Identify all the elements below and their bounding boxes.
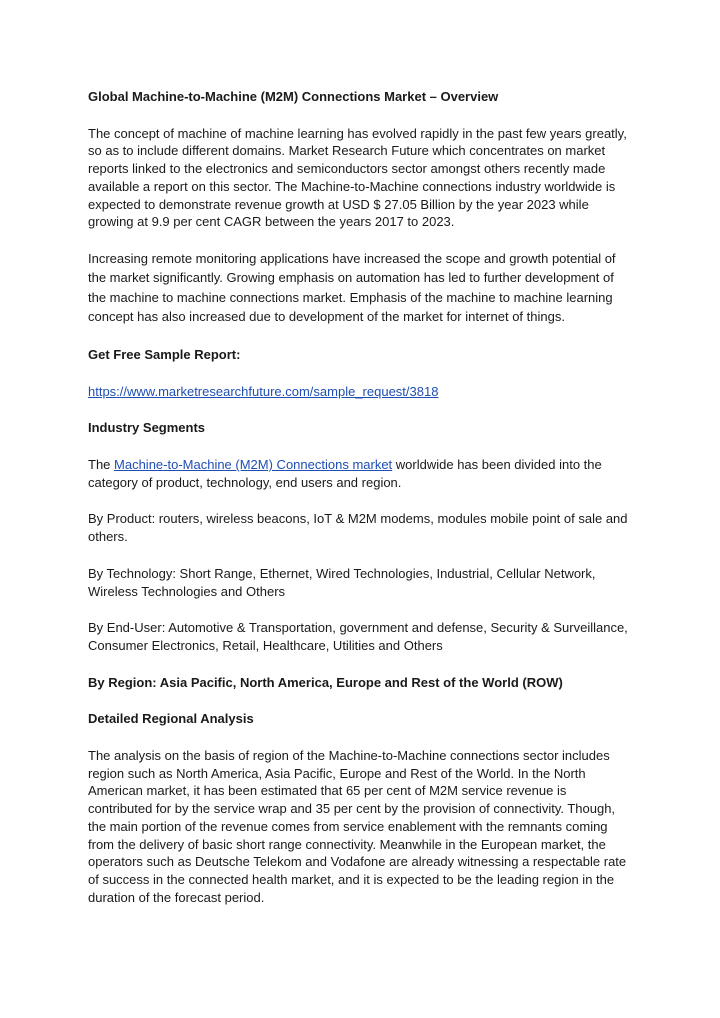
sample-report-link[interactable]: https://www.marketresearchfuture.com/sample_request/3818 (88, 383, 439, 399)
segments-intro-prefix: The (88, 457, 115, 473)
regional-analysis-paragraph: The analysis on the basis of region of the Machine-to-Machine connections sector includes region such as North America, Asia Pacific, Europe and Rest of the World. In the North American market, it has been estimated that 65 per cent of M2M service revenue is contributed for by the service wrap and 35 per cent by the provision of connectivity. Though, the main portion of the revenue comes from service enablement with the remnants coming from the delivery of basic short range connectivity. Meanwhile in the European market, the operators such as Deutsche Telekom and Vodafone are already witnessing a respectable rate of success in the connected health market, and it is expected to be the leading region in the duration of the forecast period. (88, 748, 627, 905)
segments-intro-suffix: worldwide has been divided into the category of product, technology, end users and region. (88, 457, 602, 490)
sample-report-heading: Get Free Sample Report: (88, 346, 241, 362)
by-technology-paragraph: By Technology: Short Range, Ethernet, Wired Technologies, Industrial, Cellular Network, Wireless Technologies and Others (88, 565, 596, 599)
overview-paragraph-1: The concept of machine of machine learning has evolved rapidly in the past few years greatly, so as to include different domains. Market Research Future which concentrates on market reports linked to the electronics and semiconductors sector amongst others recently made available a report on this sector. The Machine-to-Machine connections industry worldwide is expected to demonstrate revenue growth at USD $ 27.05 Billion by the year 2023 while growing at 9.9 per cent CAGR between the years 2017 to 2023. (88, 125, 627, 230)
by-region-heading: By Region: Asia Pacific, North America, Europe and Rest of the World (ROW) (88, 674, 563, 690)
m2m-market-link[interactable]: Machine-to-Machine (M2M) Connections market (114, 457, 393, 473)
regional-analysis-heading: Detailed Regional Analysis (88, 711, 254, 727)
by-product-paragraph: By Product: routers, wireless beacons, IoT & M2M modems, modules mobile point of sale and others. (88, 511, 628, 545)
segments-intro-paragraph (88, 456, 632, 491)
by-end-user-paragraph: By End-User: Automotive & Transportation, government and defense, Security & Surveillance, Consumer Electronics, Retail, Healthcare, Utilities and Others (88, 620, 628, 653)
document-title: Global Machine-to-Machine (M2M) Connections Market – Overview (88, 89, 499, 104)
overview-paragraph-2: Increasing remote monitoring applications have increased the scope and growth potential of the market significantly. Growing emphasis on automation has led to further development of the machine to machine connections market. Emphasis of the machine to machine learning concept has also increased due to development of the market for internet of things. (88, 250, 616, 325)
industry-segments-heading: Industry Segments (88, 420, 206, 436)
